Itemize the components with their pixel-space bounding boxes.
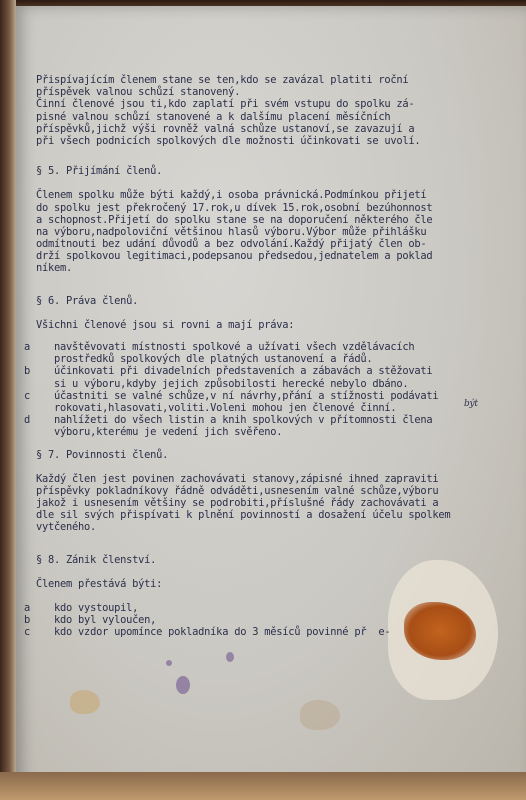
text-line: při všech podnicích spolkových dle možnosti účinkovati se uvolí. bbox=[36, 134, 421, 147]
text-line: drží spolkovou legitimaci,podepsanou předsedou,jednatelem a poklad bbox=[36, 250, 433, 263]
text-line: pisné valnou schůzí stanovené a k dalšímu placení měsíčních bbox=[36, 110, 391, 123]
text-line: příspěvky pokladníkovy řádně odváděti,usnesením valné schůze,výboru bbox=[36, 484, 439, 497]
section-8-heading: § 8. Zánik členství. bbox=[36, 553, 157, 566]
list-item-text: rokovati,hlasovati,voliti.Voleni mohou jen členové činní. bbox=[54, 401, 397, 414]
list-item-b bbox=[24, 614, 506, 627]
text-line: Činní členové jsou ti,kdo zaplatí při svém vstupu do spolku zá- bbox=[36, 98, 415, 111]
list-item-a-cont bbox=[36, 353, 506, 365]
list-marker: a bbox=[24, 602, 31, 614]
text-line: příspěvků,jichž výši rovněž valná schůze ustanoví,se zavazují a bbox=[36, 122, 415, 135]
list-marker: c bbox=[24, 389, 31, 402]
list-marker: b bbox=[24, 365, 31, 378]
list-item-text: kdo vzdor upomínce pokladníka do 3 měsíců povinné př e- bbox=[54, 626, 391, 639]
list-item-d-cont bbox=[36, 426, 506, 438]
text-line: na výboru,nadpoloviční většinou hlasů výboru.Výbor může přihlášku bbox=[36, 225, 427, 238]
text-line: do spolku jest překročený 17.rok,u dívek 15.rok,osobní bezúhonnost bbox=[36, 201, 433, 214]
text-line: vytčeného. bbox=[36, 521, 97, 534]
text-line: a schopnost.Přijetí do spolku stane se na doporučení některého čle bbox=[36, 213, 433, 226]
text-line: Přispívajícím členem stane se ten,kdo se zavázal platiti roční bbox=[36, 74, 409, 86]
text-line: níkem. bbox=[36, 262, 73, 275]
list-item-text: si u výboru,kdyby jejich způsobilosti herecké nebylo dbáno. bbox=[54, 377, 409, 390]
ink-blot bbox=[226, 652, 234, 662]
list-item-c-cont bbox=[36, 398, 506, 414]
list-marker: c bbox=[24, 626, 31, 639]
handwritten-note: být bbox=[464, 398, 478, 409]
list-item-text: prostředků spolkových dle platných ustanovení a řádů. bbox=[54, 353, 373, 366]
book-binding bbox=[0, 0, 16, 800]
text-line: odmítnouti bez udání důvodů a bez odvolání.Každý přijatý člen ob- bbox=[36, 238, 427, 251]
list-item-a bbox=[24, 602, 506, 614]
section-6-intro: Všichni členové jsou si rovni a mají práva: bbox=[36, 318, 295, 331]
text-line: jakož i usnesením většiny se podrobiti,příslušné řády zachovávati a bbox=[36, 497, 439, 510]
list-item-text: výboru,kterému je vedení jich svěřeno. bbox=[54, 426, 283, 439]
text-line: Každý člen jest povinen zachovávati stanovy,zápisné ihned zapraviti bbox=[36, 472, 439, 485]
list-marker: a bbox=[24, 341, 31, 353]
list-item-a bbox=[24, 341, 506, 353]
ink-blot bbox=[176, 676, 190, 694]
list-item-text: kdo vystoupil, bbox=[54, 602, 139, 614]
list-item-d bbox=[24, 414, 506, 427]
list-marker: d bbox=[24, 414, 31, 427]
paper-stain bbox=[70, 690, 100, 714]
list-item-b-cont bbox=[36, 378, 506, 390]
list-item-text: navštěvovati místnosti spolkové a užívati všech vzdělávacích bbox=[54, 341, 415, 353]
text-line: Členem spolku může býti každý,i osoba právnická.Podmínkou přijetí bbox=[36, 189, 427, 202]
list-item-b bbox=[24, 365, 506, 378]
document-text bbox=[24, 74, 506, 639]
list-marker: b bbox=[24, 614, 31, 627]
text-line: dle sil svých přispívati k plnění povinností a dosažení účelu spolkem bbox=[36, 509, 451, 522]
text-line: příspěvek valnou schůzí stanovený. bbox=[36, 86, 241, 99]
list-item-c bbox=[24, 626, 506, 639]
paper-stain bbox=[300, 700, 340, 730]
section-5-heading: § 5. Přijímání členů. bbox=[36, 165, 163, 178]
list-item-text: nahlížeti do všech listin a knih spolkových v přítomnosti člena bbox=[54, 414, 433, 427]
list-item-text: účastniti se valné schůze,v ní návrhy,přání a stížnosti podávati bbox=[54, 389, 439, 402]
page-bottom-edge bbox=[0, 772, 526, 800]
list-item-text: účinkovati při divadelních představeních a zábavách a stěžovati bbox=[54, 365, 433, 378]
ink-blot bbox=[166, 660, 172, 666]
section-8-intro: Členem přestává býti: bbox=[36, 577, 163, 590]
section-7-heading: § 7. Povinnosti členů. bbox=[36, 448, 169, 461]
list-item-text: kdo byl vyloučen, bbox=[54, 614, 157, 627]
list-item-c bbox=[24, 389, 506, 402]
section-6-heading: § 6. Práva členů. bbox=[36, 294, 139, 307]
